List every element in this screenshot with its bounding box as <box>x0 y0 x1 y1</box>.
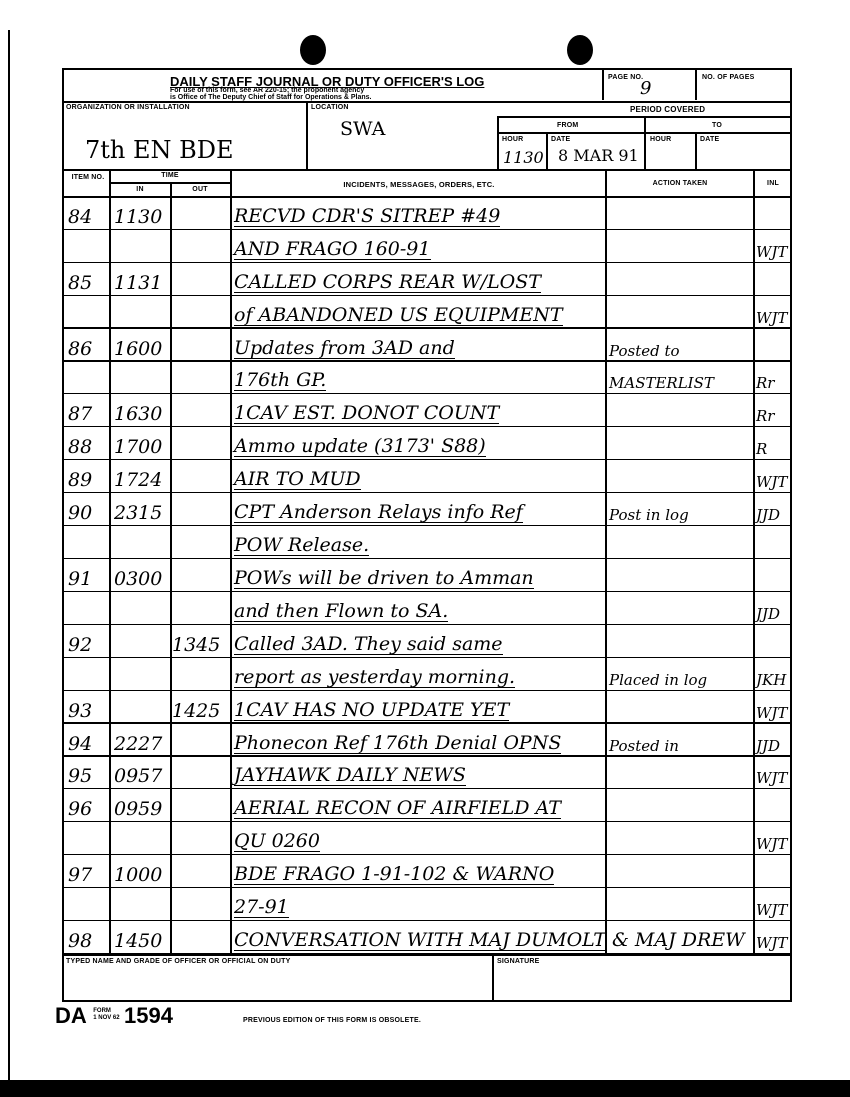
incident-cell: 176th GP. <box>234 369 327 392</box>
form-code-form: FORM <box>93 1008 111 1014</box>
table-row <box>62 230 792 263</box>
incident-cell: JAYHAWK DAILY NEWS <box>234 764 466 787</box>
action-cell: Placed in log <box>609 670 708 689</box>
item-cell: 93 <box>68 699 93 722</box>
table-row <box>62 460 792 493</box>
form-title: DAILY STAFF JOURNAL OR DUTY OFFICER'S LOG <box>170 74 485 89</box>
no-of-pages-label: NO. OF PAGES <box>702 74 755 81</box>
incident-cell: Called 3AD. They said same <box>234 632 503 655</box>
table-row <box>62 691 792 724</box>
table-row <box>62 822 792 855</box>
item-cell: 91 <box>68 567 93 590</box>
incident-cell: POW Release. <box>234 534 370 557</box>
form-code-number: 1594 <box>124 1003 173 1028</box>
initials-cell: Rr <box>756 374 775 393</box>
time-in-cell: 1630 <box>114 403 163 426</box>
time-in-cell: 0957 <box>114 765 163 788</box>
incident-cell: 1CAV EST. DONOT COUNT <box>234 402 500 425</box>
form-subtitle-2: is Office of The Deputy Chief of Staff for Operations & Plans. <box>170 94 372 101</box>
form-code <box>55 1003 173 1029</box>
time-in-cell: 1450 <box>114 929 163 952</box>
time-in-cell: 1600 <box>114 337 163 360</box>
table-row <box>62 921 792 954</box>
inl-label: INL <box>767 180 779 187</box>
divider <box>492 954 494 1002</box>
table-row <box>62 888 792 921</box>
item-cell: 90 <box>68 502 93 525</box>
punch-hole-right <box>567 35 593 65</box>
divider <box>602 68 604 100</box>
page-no-label: PAGE NO. <box>608 74 644 81</box>
item-cell: 92 <box>68 633 93 656</box>
form-subtitle-1: For use of this form, see AR 220-15; the proponent agency <box>170 87 365 94</box>
time-in-cell: 2315 <box>114 502 163 525</box>
to-hour-label: HOUR <box>650 136 672 143</box>
incident-cell: AND FRAGO 160-91 <box>234 237 431 260</box>
time-in-cell: 1131 <box>114 271 163 294</box>
from-label: FROM <box>557 122 579 129</box>
action-label: ACTION TAKEN <box>652 180 708 187</box>
item-no-label: ITEM NO. <box>71 174 105 181</box>
incident-cell: Ammo update (3173' S88) <box>234 435 486 458</box>
form-code-da: DA <box>55 1003 87 1028</box>
time-label: TIME <box>161 172 179 179</box>
incidents-label: INCIDENTS, MESSAGES, ORDERS, ETC. <box>343 180 495 189</box>
time-in-cell: 1130 <box>114 205 163 228</box>
table-row <box>62 329 792 362</box>
item-cell: 96 <box>68 798 93 821</box>
page-margin-line <box>8 30 10 1080</box>
table-row <box>62 855 792 888</box>
table-row <box>62 263 792 296</box>
time-out-cell: 1425 <box>172 699 221 722</box>
out-label: OUT <box>192 186 208 193</box>
initials-cell: WJT <box>756 308 788 327</box>
punch-hole-left <box>300 35 326 65</box>
item-cell: 95 <box>68 765 93 788</box>
item-cell: 89 <box>68 469 93 492</box>
initials-cell: Rr <box>756 407 775 426</box>
incident-cell: of ABANDONED US EQUIPMENT <box>234 303 563 326</box>
incident-cell: CPT Anderson Relays info Ref <box>234 501 523 524</box>
item-cell: 84 <box>68 205 93 228</box>
incident-cell: CALLED CORPS REAR W/LOST <box>234 270 541 293</box>
location-label: LOCATION <box>311 104 349 111</box>
table-row <box>62 427 792 460</box>
initials-cell: WJT <box>756 901 788 920</box>
time-in-cell: 0959 <box>114 798 163 821</box>
org-value: 7th EN BDE <box>85 136 234 164</box>
divider <box>62 954 792 956</box>
from-hour-value: 1130 <box>503 148 544 167</box>
action-cell: Post in log <box>609 506 689 525</box>
typed-name-label: TYPED NAME AND GRADE OF OFFICER OR OFFICIAL ON DUTY <box>66 958 291 965</box>
table-row <box>62 493 792 526</box>
initials-cell: WJT <box>756 703 788 722</box>
divider <box>497 116 499 169</box>
table-row <box>62 625 792 658</box>
table-row <box>62 789 792 822</box>
divider <box>644 116 646 169</box>
divider <box>695 132 697 169</box>
initials-cell: WJT <box>756 835 788 854</box>
table-row <box>62 757 792 790</box>
initials-cell: JJD <box>756 736 781 755</box>
divider <box>62 169 792 171</box>
signature-label: SIGNATURE <box>497 958 540 965</box>
incident-cell: RECVD CDR'S SITREP #49 <box>234 204 501 227</box>
incident-cell: Updates from 3AD and <box>234 336 455 359</box>
page-no-value: 9 <box>640 78 652 99</box>
time-in-cell: 1000 <box>114 864 163 887</box>
incident-cell: AIR TO MUD <box>234 468 361 491</box>
initials-cell: WJT <box>756 769 788 788</box>
initials-cell: R <box>756 440 768 459</box>
table-row <box>62 296 792 329</box>
action-cell: Posted in <box>609 736 679 755</box>
time-in-cell: 0300 <box>114 567 163 590</box>
item-cell: 98 <box>68 929 93 952</box>
incident-cell: AERIAL RECON OF AIRFIELD AT <box>234 797 561 820</box>
table-row <box>62 592 792 625</box>
incident-cell: 1CAV HAS NO UPDATE YET <box>234 698 510 721</box>
initials-cell: WJT <box>756 933 788 952</box>
initials-cell: JJD <box>756 506 781 525</box>
initials-cell: JJD <box>756 604 781 623</box>
incident-cell: and then Flown to SA. <box>234 599 449 622</box>
page-bottom-edge <box>0 1080 850 1097</box>
time-out-cell: 1345 <box>172 633 221 656</box>
time-in-cell: 2227 <box>114 732 163 755</box>
item-cell: 85 <box>68 271 93 294</box>
incident-cell: report as yesterday morning. <box>234 665 516 688</box>
action-cell: Posted to <box>609 341 680 360</box>
from-date-label: DATE <box>551 136 571 143</box>
incident-cell: 27-91 <box>234 896 289 919</box>
period-label: PERIOD COVERED <box>630 105 706 114</box>
form-code-date: 1 NOV 62 <box>93 1015 120 1021</box>
form-code-meta <box>93 1008 119 1022</box>
action-cell: MASTERLIST <box>609 374 714 393</box>
divider <box>695 68 697 100</box>
from-hour-label: HOUR <box>502 136 524 143</box>
initials-cell: JKH <box>756 670 787 689</box>
table-row <box>62 526 792 559</box>
table-row <box>62 394 792 427</box>
incident-cell: Phonecon Ref 176th Denial OPNS <box>234 731 562 754</box>
location-value: SWA <box>340 118 386 140</box>
org-label: ORGANIZATION OR INSTALLATION <box>66 104 190 111</box>
time-in-cell: 1700 <box>114 436 163 459</box>
item-cell: 97 <box>68 864 93 887</box>
table-row <box>62 362 792 395</box>
table-row <box>62 559 792 592</box>
divider <box>546 132 548 169</box>
incident-cell: POWs will be driven to Amman <box>234 566 534 589</box>
in-label: IN <box>136 186 144 193</box>
divider <box>306 101 308 169</box>
incident-cell: BDE FRAGO 1-91-102 & WARNO <box>234 863 555 886</box>
time-in-cell: 1724 <box>114 469 163 492</box>
from-date-value: 8 MAR 91 <box>558 146 639 165</box>
to-date-label: DATE <box>700 136 720 143</box>
table-row <box>62 658 792 691</box>
incident-cell: CONVERSATION WITH MAJ DUMOLT & MAJ DREW <box>234 928 745 951</box>
table-row <box>62 724 792 757</box>
divider <box>62 101 792 103</box>
item-cell: 88 <box>68 436 93 459</box>
item-cell: 94 <box>68 732 93 755</box>
item-cell: 86 <box>68 337 93 360</box>
incident-cell: QU 0260 <box>234 830 320 853</box>
initials-cell: WJT <box>756 473 788 492</box>
table-row <box>62 197 792 230</box>
to-label: TO <box>712 122 722 129</box>
item-cell: 87 <box>68 403 93 426</box>
initials-cell: WJT <box>756 242 788 261</box>
previous-edition-note: PREVIOUS EDITION OF THIS FORM IS OBSOLETE. <box>243 1017 421 1024</box>
